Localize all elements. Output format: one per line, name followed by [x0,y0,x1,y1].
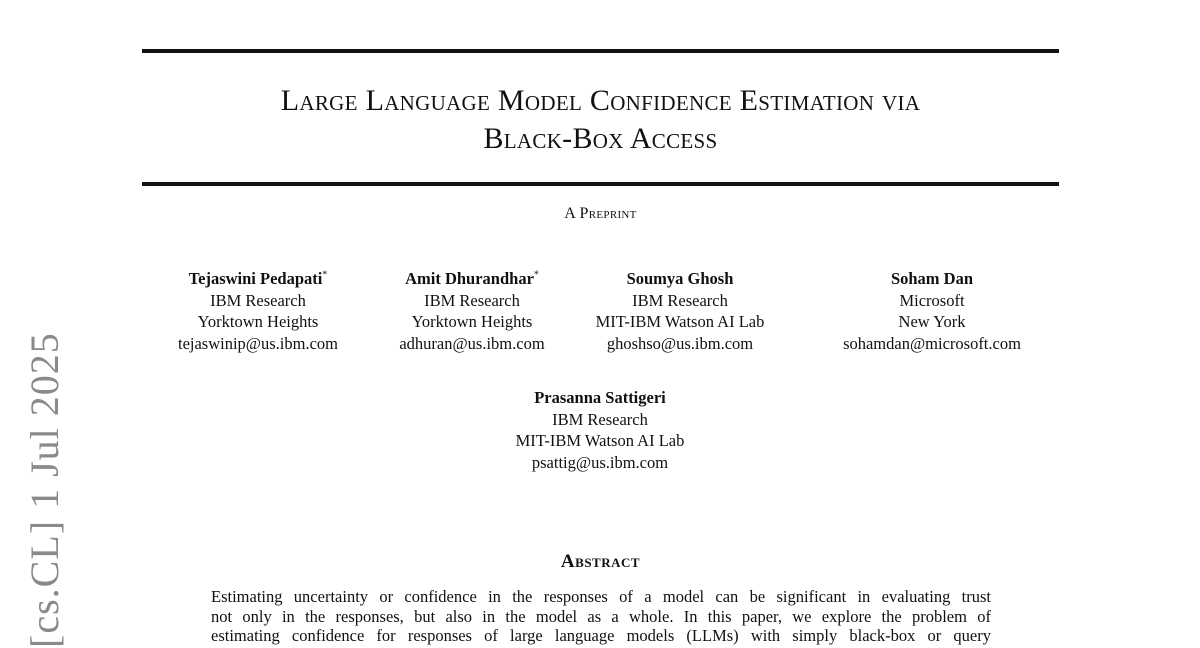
title-rule-bottom [142,182,1059,186]
author-location: Yorktown Heights [197,312,319,331]
author-location: MIT-IBM Watson AI Lab [515,431,685,450]
abstract-line: estimating confidence for responses of large language models (LLMs) with simply black-box or query [211,626,991,645]
author-affiliation: Microsoft [899,290,965,310]
abstract-line: not only in the responses, but also in the model as a whole. In this paper, we explore the problem of [211,606,991,626]
author-email: adhuran@us.ibm.com [399,333,545,353]
author-name: Amit Dhurandhar [405,269,534,288]
abstract-body [211,587,991,646]
author-name: Tejaswini Pedapati [188,269,323,288]
author-email: tejaswinip@us.ibm.com [177,333,338,353]
title-line-1: Large Language Model Confidence Estimation via [280,84,921,117]
author-name: Soumya Ghosh [626,269,734,288]
author-block [158,268,358,354]
title-rule-top [142,49,1059,53]
author-location: Yorktown Heights [411,312,533,331]
author-affiliation: IBM Research [552,409,648,429]
author-block [372,268,572,354]
author-block [500,387,700,473]
arxiv-stamp: [cs.CL] 1 Jul 2025 [22,332,67,648]
author-email: psattig@us.ibm.com [531,452,669,472]
author-affiliation: IBM Research [424,290,520,310]
author-name: Soham Dan [890,269,974,288]
author-name: Prasanna Sattigeri [534,388,666,407]
author-block [822,268,1042,354]
author-affiliation: IBM Research [632,290,728,310]
abstract-line: Estimating uncertainty or confidence in the responses of a model can be significant in evaluating trust [211,587,991,606]
author-location: New York [898,312,966,331]
author-footnote-mark: * [533,269,539,281]
author-location: MIT-IBM Watson AI Lab [595,312,765,331]
author-affiliation: IBM Research [210,290,306,310]
abstract-heading: Abstract [560,551,641,572]
author-email: ghoshso@us.ibm.com [606,333,754,353]
author-block [580,268,780,354]
author-footnote-mark: * [322,269,328,281]
author-email: sohamdan@microsoft.com [843,333,1021,353]
preprint-label: A Preprint [564,205,637,222]
paper-title [142,82,1059,158]
title-line-2: Black-Box Access [483,122,718,155]
